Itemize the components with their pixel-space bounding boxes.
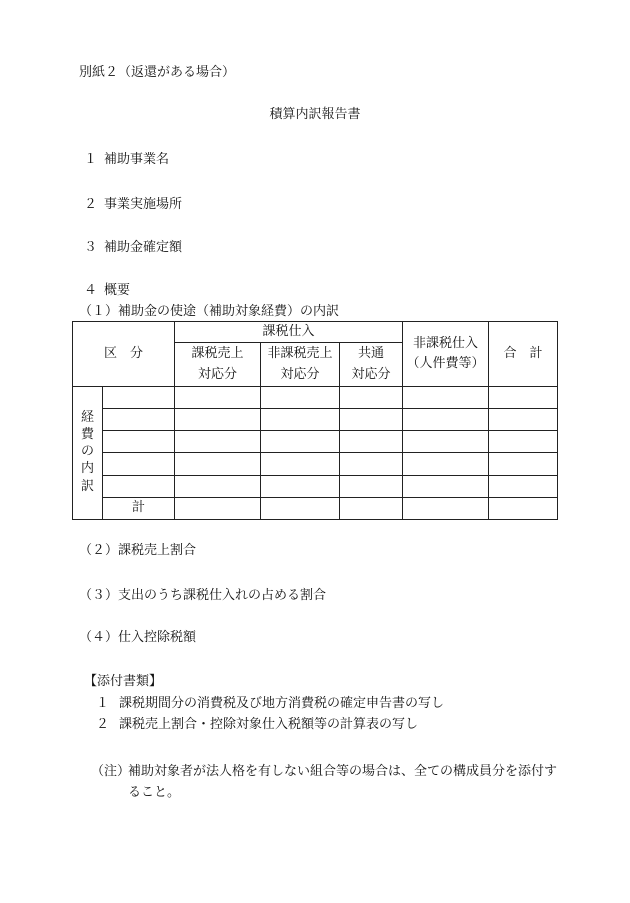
subtotal-row — [73, 497, 558, 519]
nontaxable-purchase-header: 非課税仕入 — [413, 335, 479, 351]
attachment-number: ２ — [96, 717, 110, 732]
nontaxable-purchase-subheader: （人件費等） — [406, 355, 485, 371]
table-cell[interactable] — [403, 453, 489, 475]
page-title: 積算内訳報告書 — [269, 107, 361, 122]
table-cell[interactable] — [261, 386, 340, 408]
section-title-confirmed-amount: 補助金確定額 — [104, 240, 183, 255]
subsection-deductible-tax: （４）仕入控除税額 — [79, 630, 197, 645]
table-cell[interactable] — [175, 386, 261, 408]
attachment-number: １ — [96, 696, 110, 711]
table-cell[interactable] — [261, 453, 340, 475]
note-text: 補助対象者が法人格を有しない組合等の場合は、全ての構成員分を添付す — [128, 764, 558, 779]
subtotal-label-cell — [103, 497, 175, 519]
taxable-sales-header: 課税売上 — [191, 346, 244, 362]
section-number: ２ — [84, 197, 98, 212]
table-cell[interactable] — [340, 408, 403, 430]
subsection-usage-breakdown: （１）補助金の使途（補助対象経費）の内訳 — [79, 304, 340, 319]
common-header: 共通 — [358, 346, 385, 362]
expense-breakdown-vertical-label-cell — [73, 386, 103, 519]
table-row — [73, 475, 558, 497]
table-cell[interactable] — [103, 408, 175, 430]
vertical-char: 訳 — [80, 478, 94, 494]
table-cell[interactable] — [103, 475, 175, 497]
section-number: １ — [84, 152, 98, 167]
table-cell[interactable] — [489, 408, 558, 430]
table-cell[interactable] — [489, 497, 558, 519]
table-cell[interactable] — [103, 431, 175, 453]
subsection-taxable-purchase-ratio: （３）支出のうち課税仕入れの占める割合 — [79, 588, 327, 603]
table-cell[interactable] — [340, 475, 403, 497]
table-row — [73, 386, 558, 408]
table-cell[interactable] — [340, 453, 403, 475]
vertical-char: 内 — [80, 461, 94, 477]
table-cell[interactable] — [489, 453, 558, 475]
note-text-continued: ること。 — [128, 785, 181, 800]
common-subheader: 対応分 — [351, 366, 391, 382]
expense-breakdown-table — [72, 321, 558, 520]
expense-breakdown-vertical-label — [81, 409, 94, 495]
table-cell[interactable] — [340, 386, 403, 408]
category-header-cell — [73, 322, 175, 387]
table-cell[interactable] — [261, 408, 340, 430]
subsection-taxable-sales-ratio: （２）課税売上割合 — [79, 543, 197, 558]
nontaxable-purchase-header-cell — [403, 322, 489, 387]
attachment-item: 課税期間分の消費税及び地方消費税の確定申告書の写し — [119, 696, 445, 711]
attachment-item: 課税売上割合・控除対象仕入税額等の計算表の写し — [119, 717, 419, 732]
table-cell[interactable] — [175, 497, 261, 519]
table-row — [73, 453, 558, 475]
table-cell[interactable] — [403, 431, 489, 453]
total-header-cell — [489, 322, 558, 387]
attachments-heading: 【添付書類】 — [84, 674, 163, 689]
table-cell[interactable] — [340, 431, 403, 453]
nontaxable-sales-subheader: 対応分 — [280, 366, 320, 382]
category-header: 区 分 — [104, 345, 144, 361]
section-title-location: 事業実施場所 — [104, 197, 183, 212]
table-row — [73, 408, 558, 430]
section-number: ３ — [84, 240, 98, 255]
table-cell[interactable] — [103, 453, 175, 475]
table-cell[interactable] — [403, 475, 489, 497]
table-cell[interactable] — [175, 431, 261, 453]
subtotal-label: 計 — [132, 500, 146, 516]
section-number: ４ — [84, 283, 98, 298]
table-cell[interactable] — [403, 497, 489, 519]
table-cell[interactable] — [103, 386, 175, 408]
table-cell[interactable] — [403, 386, 489, 408]
total-header: 合 計 — [503, 345, 543, 361]
table-cell[interactable] — [489, 386, 558, 408]
common-header-cell — [340, 343, 403, 386]
section-title-overview: 概要 — [104, 283, 131, 298]
nontaxable-sales-header: 非課税売上 — [267, 346, 333, 362]
section-title-project-name: 補助事業名 — [104, 152, 170, 167]
table-cell[interactable] — [489, 431, 558, 453]
table-cell[interactable] — [489, 475, 558, 497]
annex-label: 別紙２（返還がある場合） — [79, 65, 236, 80]
table-cell[interactable] — [175, 408, 261, 430]
taxable-sales-header-cell — [175, 343, 261, 386]
table-cell[interactable] — [261, 431, 340, 453]
taxable-purchase-header: 課税仕入 — [262, 324, 315, 340]
table-cell[interactable] — [175, 453, 261, 475]
note-label: （注） — [91, 764, 131, 779]
table-cell[interactable] — [261, 475, 340, 497]
taxable-purchase-header-cell — [175, 322, 403, 343]
table-cell[interactable] — [261, 497, 340, 519]
table-row — [73, 431, 558, 453]
vertical-char: 費 — [80, 427, 94, 443]
taxable-sales-subheader: 対応分 — [198, 366, 238, 382]
table-cell[interactable] — [403, 408, 489, 430]
nontaxable-sales-header-cell — [261, 343, 340, 386]
vertical-char: 経 — [80, 409, 94, 425]
table-cell[interactable] — [340, 497, 403, 519]
vertical-char: の — [80, 444, 94, 460]
table-cell[interactable] — [175, 475, 261, 497]
